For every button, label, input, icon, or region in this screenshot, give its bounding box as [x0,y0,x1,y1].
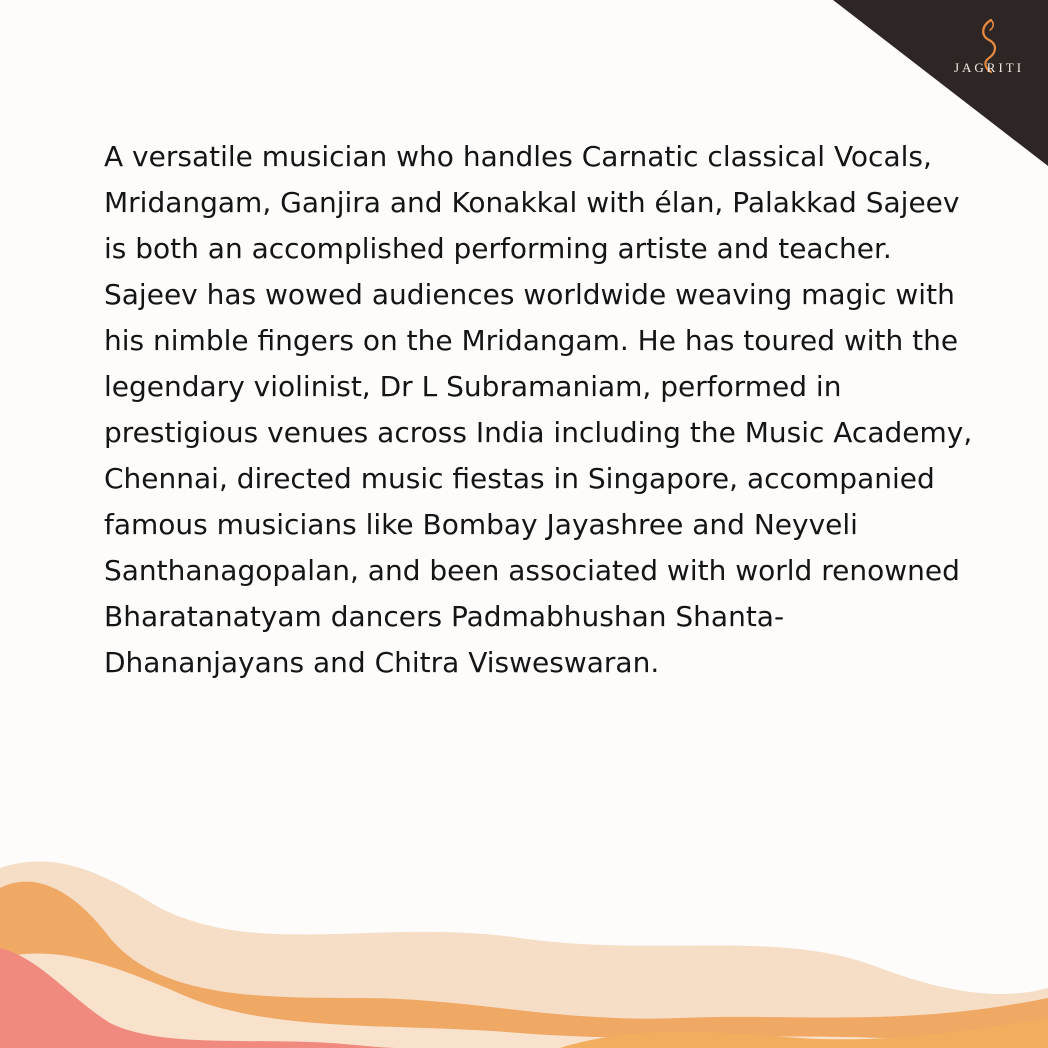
decorative-wave-band [0,848,1048,1048]
jagriti-logo [944,18,1034,98]
artist-bio-paragraph: A versatile musician who handles Carnatic classical Vocals, Mridangam, Ganjira and Konakkal with élan, Palakkad Sajeev is both an accomplished performing artiste and teacher. Sajeev has wowed audiences worldwide weaving magic with his nimble fingers on the Mridangam. He has toured with the legendary violinist, Dr L Subramaniam, performed in prestigious venues across India including the Music Academy, Chennai, directed music fiestas in Singapore, accompanied famous musicians like Bombay Jayashree and Neyveli Santhanagopalan, and been associated with world renowned Bharatanatyam dancers Padmabhushan Shanta-Dhananjayans and Chitra Visweswaran. [104,140,973,679]
logo-wordmark: JAGRITI [953,60,1025,75]
